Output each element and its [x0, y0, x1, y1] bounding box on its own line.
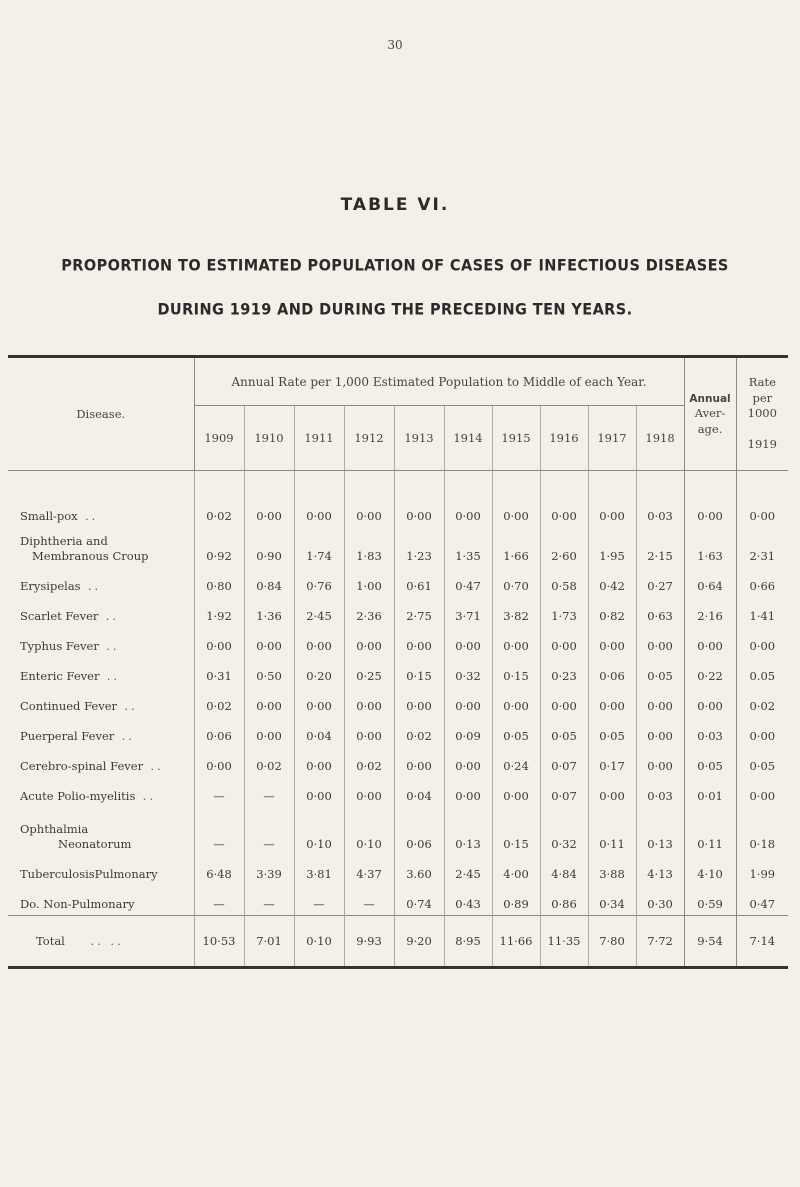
- year-header: 1918: [636, 406, 684, 471]
- disease-name: [8, 885, 194, 916]
- rate-value-cell: —: [294, 885, 344, 916]
- rate-value-cell: 0·00: [344, 687, 394, 717]
- year-header: 1913: [394, 406, 444, 471]
- table-row: [8, 597, 788, 627]
- rate-value-cell: 0·30: [636, 885, 684, 916]
- rate-value-cell: 0·13: [444, 807, 492, 855]
- year-header: 1917: [588, 406, 636, 471]
- rate-value-cell: 0·50: [244, 657, 294, 687]
- rate-value-cell: 4·13: [636, 855, 684, 885]
- rate-value-cell: 0·27: [636, 567, 684, 597]
- rate-value-cell: 0·80: [194, 567, 244, 597]
- rate-value-cell: 1·73: [540, 597, 588, 627]
- leader-dots: ..: [150, 758, 164, 773]
- annual-average-header-line-2: Aver-: [694, 406, 726, 421]
- rate-value-cell: 0·76: [294, 567, 344, 597]
- year-header: 1915: [492, 406, 540, 471]
- disease-name: [8, 597, 194, 627]
- annual-average-cell: 0·03: [684, 717, 736, 747]
- annual-average-cell: 1·63: [684, 527, 736, 567]
- rate-value-cell: 3·71: [444, 597, 492, 627]
- table-title: TABLE VI.: [340, 195, 450, 215]
- rate-value-cell: 0·25: [344, 657, 394, 687]
- table-row: [8, 885, 788, 916]
- rate-value-cell: 2·36: [344, 597, 394, 627]
- rate-value-cell: 0·00: [636, 627, 684, 657]
- rate-value-cell: 0·32: [540, 807, 588, 855]
- annual-average-header: [684, 357, 736, 471]
- leader-dots: ..: [142, 788, 156, 803]
- annual-average-cell: 4·10: [684, 855, 736, 885]
- total-value-cell: 10·53: [194, 916, 244, 968]
- rate-value-cell: 0·00: [636, 687, 684, 717]
- rate-value-cell: 0·20: [294, 657, 344, 687]
- disease-name: [8, 855, 194, 885]
- rate-value-cell: —: [344, 885, 394, 916]
- rate-value-cell: 0·00: [492, 687, 540, 717]
- rate-value-cell: 0·00: [244, 497, 294, 527]
- disease-name: [8, 657, 194, 687]
- rate-value-cell: 0·63: [636, 597, 684, 627]
- rate-value-cell: 0·05: [588, 717, 636, 747]
- rate-value-cell: 3·39: [244, 855, 294, 885]
- table-body: [8, 471, 788, 968]
- rate-value-cell: 0·15: [492, 807, 540, 855]
- rate-value-cell: 0·23: [540, 657, 588, 687]
- rate-value-cell: —: [244, 777, 294, 807]
- total-rate-1919-cell: 7·14: [736, 916, 788, 968]
- rate-value-cell: 0·24: [492, 747, 540, 777]
- rate-value-cell: 0·00: [636, 747, 684, 777]
- disease-name-text: Puerperal Fever: [20, 728, 115, 743]
- rate-value-cell: 1·23: [394, 527, 444, 567]
- disease-name-text: Ophthalmia: [20, 822, 89, 837]
- rate-value-cell: 0·04: [394, 777, 444, 807]
- rate-value-cell: 1·35: [444, 527, 492, 567]
- rate-value-cell: 2·15: [636, 527, 684, 567]
- rate-value-cell: —: [194, 885, 244, 916]
- rate-value-cell: 0·00: [244, 627, 294, 657]
- leader-dots: ..: [106, 638, 120, 653]
- leader-dots: ..: [121, 728, 135, 743]
- disease-name-text: Cerebro-spinal Fever: [20, 758, 144, 773]
- total-value-cell: 7·72: [636, 916, 684, 968]
- table-row: [8, 747, 788, 777]
- table-row: [8, 497, 788, 527]
- rate-value-cell: 0·15: [492, 657, 540, 687]
- rate-value-cell: 0·00: [492, 777, 540, 807]
- rate-value-cell: 0·42: [588, 567, 636, 597]
- rate-value-cell: 0·90: [244, 527, 294, 567]
- rate-value-cell: 1·66: [492, 527, 540, 567]
- total-average-cell: 9·54: [684, 916, 736, 968]
- rate-value-cell: 0·00: [588, 497, 636, 527]
- table-row: [8, 567, 788, 597]
- page-number: 30: [387, 38, 403, 52]
- rate-value-cell: —: [194, 777, 244, 807]
- rate-value-cell: 0·05: [540, 717, 588, 747]
- rate-value-cell: 0·06: [194, 717, 244, 747]
- rate-header-line-3: 1000: [747, 406, 777, 421]
- rate-value-cell: 0·00: [444, 747, 492, 777]
- total-label-text: Total: [36, 933, 65, 948]
- rate-1919-cell: 2·31: [736, 527, 788, 567]
- rate-header-line-4: 1919: [747, 437, 777, 452]
- annual-rate-group-header: Annual Rate per 1,000 Estimated Population to Middle of each Year.: [194, 357, 684, 406]
- rate-value-cell: 0·00: [394, 497, 444, 527]
- rate-header-line-2: per: [752, 390, 773, 405]
- disease-name-continuation: Membranous Croup: [32, 548, 149, 563]
- disease-name: [8, 747, 194, 777]
- annual-average-cell: 0·00: [684, 687, 736, 717]
- disease-name-text: Enteric Fever: [20, 668, 100, 683]
- disease-name-text: Continued Fever: [20, 698, 118, 713]
- rate-value-cell: 0·00: [636, 717, 684, 747]
- rate-value-cell: 0·02: [394, 717, 444, 747]
- rate-value-cell: 0·32: [444, 657, 492, 687]
- rate-value-cell: 1·00: [344, 567, 394, 597]
- table-row: [8, 627, 788, 657]
- rate-value-cell: 0·00: [540, 497, 588, 527]
- table-row: [8, 855, 788, 885]
- rate-1919-cell: 1·41: [736, 597, 788, 627]
- rate-value-cell: 0·09: [444, 717, 492, 747]
- table-heading-line-2: DURING 1919 AND DURING THE PRECEDING TEN YEARS.: [157, 301, 633, 319]
- year-header: 1914: [444, 406, 492, 471]
- year-header: 1916: [540, 406, 588, 471]
- rate-1919-cell: 0·05: [736, 747, 788, 777]
- annual-average-cell: 0·11: [684, 807, 736, 855]
- disease-name: [8, 687, 194, 717]
- table-heading-line-1: PROPORTION TO ESTIMATED POPULATION OF CASES OF INFECTIOUS DISEASES: [61, 257, 729, 275]
- disease-name: [8, 497, 194, 527]
- rate-value-cell: 0·00: [344, 627, 394, 657]
- annual-average-cell: 0·05: [684, 747, 736, 777]
- disease-name-text: Scarlet Fever: [20, 608, 99, 623]
- spacer-row: [8, 471, 788, 498]
- year-header: 1909: [194, 406, 244, 471]
- rate-value-cell: 0·10: [344, 807, 394, 855]
- annual-average-cell: 0·00: [684, 497, 736, 527]
- table-row: [8, 807, 788, 855]
- rate-value-cell: —: [194, 807, 244, 855]
- total-value-cell: 11·66: [492, 916, 540, 968]
- rate-value-cell: 1·36: [244, 597, 294, 627]
- rate-1919-header: [736, 357, 788, 471]
- year-header: 1911: [294, 406, 344, 471]
- rate-value-cell: 0·03: [636, 777, 684, 807]
- rate-value-cell: 0·47: [444, 567, 492, 597]
- rate-value-cell: 0·00: [244, 687, 294, 717]
- disease-name-text: Diphtheria and: [20, 534, 108, 549]
- infectious-diseases-table: [8, 355, 788, 969]
- rate-1919-cell: 0·66: [736, 567, 788, 597]
- rate-header-line-1: Rate: [748, 375, 776, 390]
- total-value-cell: 7·80: [588, 916, 636, 968]
- rate-value-cell: 0·00: [444, 687, 492, 717]
- rate-value-cell: 0·74: [394, 885, 444, 916]
- rate-value-cell: 0·00: [394, 747, 444, 777]
- rate-value-cell: 0·07: [540, 747, 588, 777]
- leader-dots: ..: [124, 698, 138, 713]
- disease-name-text: Small-pox: [20, 508, 78, 523]
- rate-value-cell: 1·74: [294, 527, 344, 567]
- rate-value-cell: 0·00: [444, 777, 492, 807]
- rate-1919-cell: 1·99: [736, 855, 788, 885]
- rate-value-cell: 0·06: [394, 807, 444, 855]
- disease-name: [8, 777, 194, 807]
- rate-value-cell: 4·84: [540, 855, 588, 885]
- rate-value-cell: 0·00: [492, 497, 540, 527]
- annual-average-header-line-1: Annual: [689, 392, 731, 405]
- rate-value-cell: 0·00: [294, 777, 344, 807]
- rate-1919-cell: 0·02: [736, 687, 788, 717]
- table-row: [8, 687, 788, 717]
- rate-value-cell: 0·06: [588, 657, 636, 687]
- disease-name: [8, 717, 194, 747]
- leader-dots: ..: [106, 668, 121, 683]
- disease-name-continuation: Neonatorum: [58, 836, 132, 851]
- rate-1919-cell: 0·00: [736, 497, 788, 527]
- rate-value-cell: 0·84: [244, 567, 294, 597]
- year-header: 1910: [244, 406, 294, 471]
- rate-value-cell: 0·05: [492, 717, 540, 747]
- total-label: [8, 916, 194, 968]
- rate-value-cell: 1·92: [194, 597, 244, 627]
- rate-value-cell: 3·88: [588, 855, 636, 885]
- rate-value-cell: 0·00: [540, 627, 588, 657]
- disease-name: [8, 807, 194, 855]
- rate-value-cell: 0·11: [588, 807, 636, 855]
- rate-value-cell: 0·86: [540, 885, 588, 916]
- leader-dots: ..: [84, 508, 99, 523]
- rate-value-cell: 0·00: [344, 777, 394, 807]
- rate-value-cell: —: [244, 885, 294, 916]
- rate-value-cell: 0·00: [294, 497, 344, 527]
- rate-value-cell: 0·70: [492, 567, 540, 597]
- rate-value-cell: 2·75: [394, 597, 444, 627]
- rate-value-cell: 0·00: [588, 627, 636, 657]
- annual-average-cell: 2·16: [684, 597, 736, 627]
- leader-dots: ..: [105, 608, 120, 623]
- rate-value-cell: 2·45: [444, 855, 492, 885]
- rate-value-cell: 0·02: [194, 687, 244, 717]
- rate-value-cell: 0·89: [492, 885, 540, 916]
- rate-value-cell: 2·60: [540, 527, 588, 567]
- disease-name-text: Typhus Fever: [20, 638, 99, 653]
- rate-value-cell: 0·43: [444, 885, 492, 916]
- rate-1919-cell: 0.05: [736, 657, 788, 687]
- rate-value-cell: 3.60: [394, 855, 444, 885]
- rate-value-cell: 0·00: [588, 687, 636, 717]
- rate-1919-cell: 0·00: [736, 627, 788, 657]
- table-row: [8, 717, 788, 747]
- annual-average-cell: 0·01: [684, 777, 736, 807]
- disease-column-header: Disease.: [8, 357, 194, 471]
- disease-name-text: TuberculosisPulmonary: [20, 866, 158, 881]
- table-row: [8, 657, 788, 687]
- rate-value-cell: 0·92: [194, 527, 244, 567]
- rate-value-cell: 0·31: [194, 657, 244, 687]
- rate-value-cell: 0·04: [294, 717, 344, 747]
- annual-average-cell: 0·59: [684, 885, 736, 916]
- disease-name-text: Do. Non-Pulmonary: [20, 896, 135, 911]
- rate-value-cell: 4·00: [492, 855, 540, 885]
- annual-average-header-line-3: age.: [697, 421, 723, 436]
- disease-name-text: Erysipelas: [20, 578, 81, 593]
- rate-value-cell: 1·95: [588, 527, 636, 567]
- rate-value-cell: 0·00: [344, 717, 394, 747]
- rate-value-cell: 0·15: [394, 657, 444, 687]
- rate-1919-cell: 0·00: [736, 717, 788, 747]
- rate-value-cell: 0·58: [540, 567, 588, 597]
- rate-value-cell: 0·00: [588, 777, 636, 807]
- rate-value-cell: 6·48: [194, 855, 244, 885]
- year-header: 1912: [344, 406, 394, 471]
- rate-value-cell: 0·02: [194, 497, 244, 527]
- rate-value-cell: 2·45: [294, 597, 344, 627]
- leader-dots: ..: [87, 578, 102, 593]
- rate-value-cell: 0·00: [294, 687, 344, 717]
- disease-name: [8, 567, 194, 597]
- rate-value-cell: 0·00: [444, 497, 492, 527]
- disease-name: [8, 627, 194, 657]
- rate-value-cell: 0·00: [294, 627, 344, 657]
- rate-value-cell: 1·83: [344, 527, 394, 567]
- rate-value-cell: 0·00: [344, 497, 394, 527]
- rate-value-cell: 0·07: [540, 777, 588, 807]
- rate-value-cell: 0·17: [588, 747, 636, 777]
- rate-value-cell: 3·81: [294, 855, 344, 885]
- rate-value-cell: 0·00: [444, 627, 492, 657]
- rate-value-cell: —: [244, 807, 294, 855]
- total-value-cell: 9·20: [394, 916, 444, 968]
- rate-value-cell: 0·61: [394, 567, 444, 597]
- rate-value-cell: 0·00: [194, 747, 244, 777]
- disease-name-text: Acute Polio-myelitis: [20, 788, 136, 803]
- rate-value-cell: 0·00: [194, 627, 244, 657]
- annual-average-cell: 0·64: [684, 567, 736, 597]
- rate-1919-cell: 0·18: [736, 807, 788, 855]
- rate-value-cell: 3·82: [492, 597, 540, 627]
- rate-value-cell: 4·37: [344, 855, 394, 885]
- total-value-cell: 7·01: [244, 916, 294, 968]
- rate-value-cell: 0·00: [492, 627, 540, 657]
- rate-value-cell: 0·05: [636, 657, 684, 687]
- rate-value-cell: 0·00: [244, 717, 294, 747]
- rate-value-cell: 0·02: [244, 747, 294, 777]
- rate-value-cell: 0·10: [294, 807, 344, 855]
- disease-name: [8, 527, 194, 567]
- table-row: [8, 777, 788, 807]
- rate-value-cell: 0·03: [636, 497, 684, 527]
- rate-value-cell: 0·00: [294, 747, 344, 777]
- rate-value-cell: 0·02: [344, 747, 394, 777]
- rate-value-cell: 0·00: [540, 687, 588, 717]
- total-row: [8, 916, 788, 968]
- rate-value-cell: 0·00: [394, 687, 444, 717]
- total-value-cell: 9·93: [344, 916, 394, 968]
- rate-1919-cell: 0·47: [736, 885, 788, 916]
- total-value-cell: 8·95: [444, 916, 492, 968]
- rate-1919-cell: 0·00: [736, 777, 788, 807]
- leader-dots: .. ..: [90, 933, 124, 948]
- total-value-cell: 0·10: [294, 916, 344, 968]
- rate-value-cell: 0·00: [394, 627, 444, 657]
- table-row: [8, 527, 788, 567]
- annual-average-cell: 0·00: [684, 627, 736, 657]
- total-value-cell: 11·35: [540, 916, 588, 968]
- annual-average-cell: 0·22: [684, 657, 736, 687]
- rate-value-cell: 0·82: [588, 597, 636, 627]
- rate-value-cell: 0·34: [588, 885, 636, 916]
- rate-value-cell: 0·13: [636, 807, 684, 855]
